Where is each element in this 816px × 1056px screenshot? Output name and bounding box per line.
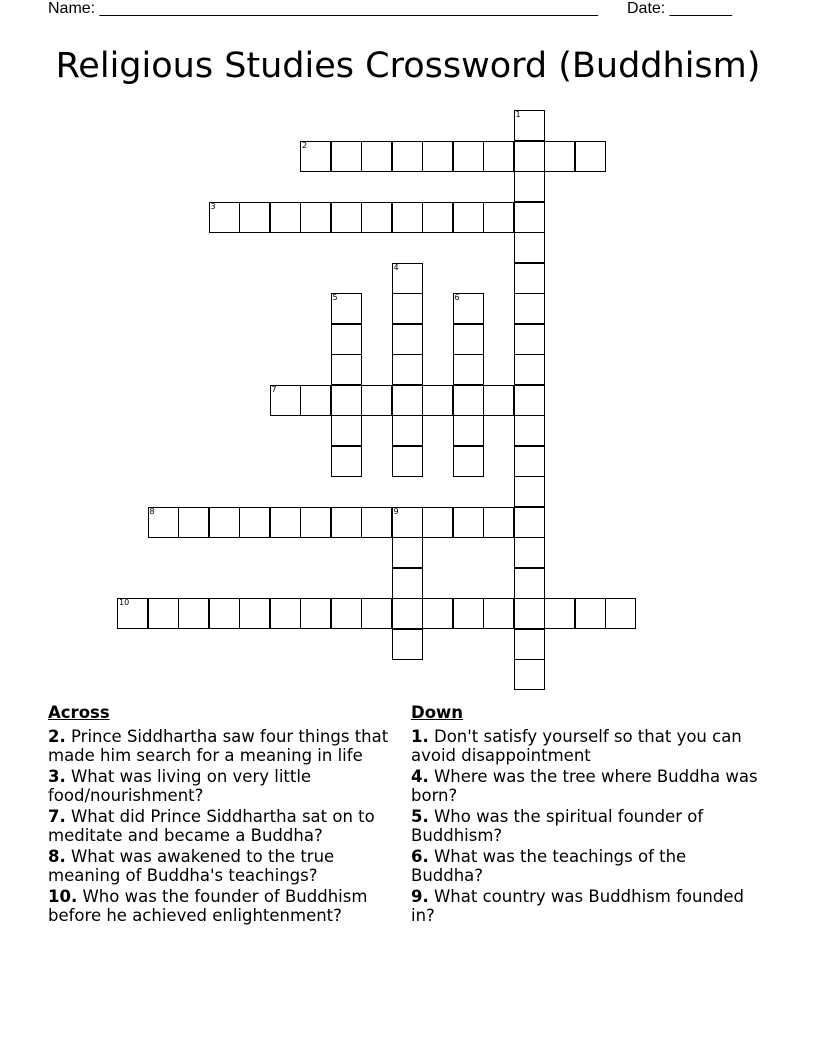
crossword-cell[interactable] [514, 293, 545, 324]
crossword-cell[interactable] [392, 324, 423, 355]
date-field-label: Date: _______ [627, 0, 732, 17]
crossword-cell[interactable] [300, 598, 331, 629]
clue-item [48, 887, 398, 926]
crossword-cell[interactable] [514, 476, 545, 507]
crossword-cell[interactable] [331, 598, 362, 629]
crossword-cell[interactable] [361, 202, 392, 233]
crossword-cell[interactable] [392, 202, 423, 233]
across-clues [48, 703, 398, 926]
clue-item-text: What was the teachings of the Buddha? [411, 846, 687, 885]
crossword-cell[interactable] [209, 598, 240, 629]
down-heading: Down [411, 703, 464, 722]
clue-item-text: What country was Buddhism founded in? [411, 886, 744, 925]
crossword-cell[interactable] [453, 598, 484, 629]
clue-item-text: Where was the tree where Buddha was born? [411, 766, 758, 805]
crossword-cell[interactable] [514, 263, 545, 294]
crossword-cell[interactable] [331, 202, 362, 233]
crossword-cell[interactable] [514, 568, 545, 599]
crossword-cell[interactable] [514, 598, 545, 629]
name-field-label: Name: ________________________________________________________ [48, 0, 598, 17]
clue-item-number: 4. [411, 766, 429, 786]
crossword-cell[interactable] [270, 202, 301, 233]
crossword-cell[interactable] [361, 507, 392, 538]
crossword-cell[interactable] [392, 537, 423, 568]
crossword-cell[interactable] [361, 598, 392, 629]
crossword-cell[interactable] [453, 293, 484, 324]
page-title: Religious Studies Crossword (Buddhism) [55, 46, 761, 86]
crossword-cell[interactable] [148, 598, 179, 629]
clue-item-text: What was awakened to the true meaning of Buddha's teachings? [48, 846, 335, 885]
crossword-cell[interactable] [453, 141, 484, 172]
crossword-cell[interactable] [422, 141, 453, 172]
clue-number: 8 [149, 506, 155, 516]
crossword-cell[interactable] [453, 202, 484, 233]
clue-number: 3 [210, 201, 216, 211]
crossword-cell[interactable] [331, 293, 362, 324]
crossword-cell[interactable] [514, 141, 545, 172]
crossword-cell[interactable] [483, 141, 514, 172]
crossword-cell[interactable] [331, 141, 362, 172]
crossword-cell[interactable] [239, 202, 270, 233]
crossword-cell[interactable] [514, 324, 545, 355]
crossword-cell[interactable] [239, 598, 270, 629]
clue-item-text: Prince Siddhartha saw four things that made him search for a meaning in life [48, 726, 389, 765]
clue-item-number: 5. [411, 806, 429, 826]
clue-item-number: 2. [48, 726, 66, 746]
crossword-cell[interactable] [239, 507, 270, 538]
crossword-cell[interactable] [453, 324, 484, 355]
crossword-cell[interactable] [270, 598, 301, 629]
clue-item [48, 847, 398, 886]
clue-item [411, 807, 761, 846]
clue-item-number: 6. [411, 846, 429, 866]
crossword-cell[interactable] [575, 141, 606, 172]
crossword-cell[interactable] [331, 385, 362, 416]
crossword-cell[interactable] [453, 415, 484, 446]
crossword-cell[interactable] [392, 141, 423, 172]
clue-item [411, 847, 761, 886]
clue-item [411, 767, 761, 806]
crossword-cell[interactable] [209, 202, 240, 233]
crossword-cell[interactable] [178, 598, 209, 629]
clue-item [411, 887, 761, 926]
crossword-cell[interactable] [300, 141, 331, 172]
crossword-cell[interactable] [453, 385, 484, 416]
clue-number: 9 [393, 506, 399, 516]
crossword-cell[interactable] [178, 507, 209, 538]
crossword-cell[interactable] [514, 354, 545, 385]
crossword-cell[interactable] [392, 446, 423, 477]
crossword-cell[interactable] [331, 354, 362, 385]
crossword-cell[interactable] [514, 110, 545, 141]
crossword-cell[interactable] [361, 141, 392, 172]
crossword-cell[interactable] [422, 507, 453, 538]
clue-item [411, 727, 761, 766]
crossword-cell[interactable] [422, 598, 453, 629]
crossword-cell[interactable] [209, 507, 240, 538]
crossword-cell[interactable] [392, 263, 423, 294]
crossword-cell[interactable] [422, 385, 453, 416]
clue-item-text: Who was the spiritual founder of Buddhism? [411, 806, 704, 845]
crossword-cell[interactable] [331, 446, 362, 477]
clue-item-text: What was living on very little food/nourishment? [48, 766, 312, 805]
crossword-cell[interactable] [514, 446, 545, 477]
crossword-cell[interactable] [514, 537, 545, 568]
crossword-cell[interactable] [575, 598, 606, 629]
clue-item-number: 7. [48, 806, 66, 826]
crossword-cell[interactable] [270, 385, 301, 416]
clue-item-text: Who was the founder of Buddhism before he achieved enlightenment? [48, 886, 368, 925]
crossword-cell[interactable] [453, 446, 484, 477]
crossword-cell[interactable] [605, 598, 636, 629]
crossword-cell[interactable] [483, 598, 514, 629]
crossword-cell[interactable] [483, 385, 514, 416]
crossword-cell[interactable] [300, 507, 331, 538]
clue-item-number: 8. [48, 846, 66, 866]
down-clue-list [411, 727, 761, 926]
crossword-cell[interactable] [331, 415, 362, 446]
crossword-cell[interactable] [392, 568, 423, 599]
crossword-cell[interactable] [514, 202, 545, 233]
crossword-cell[interactable] [514, 507, 545, 538]
crossword-cell[interactable] [392, 354, 423, 385]
crossword-cell[interactable] [392, 385, 423, 416]
clue-item [48, 807, 398, 846]
crossword-cell[interactable] [514, 629, 545, 660]
down-clues [411, 703, 761, 926]
clue-item-number: 9. [411, 886, 429, 906]
clue-item-number: 1. [411, 726, 429, 746]
crossword-cell[interactable] [453, 507, 484, 538]
clue-number: 5 [332, 293, 338, 302]
crossword-cell[interactable] [544, 141, 575, 172]
crossword-cell[interactable] [514, 415, 545, 446]
clue-number: 7 [271, 384, 277, 394]
crossword-cell[interactable] [483, 507, 514, 538]
crossword-cell[interactable] [544, 598, 575, 629]
crossword-cell[interactable] [392, 629, 423, 660]
crossword-cell[interactable] [392, 415, 423, 446]
crossword-cell[interactable] [148, 507, 179, 538]
crossword-cell[interactable] [361, 385, 392, 416]
clue-item-text: What did Prince Siddhartha sat on to meditate and became a Buddha? [48, 806, 375, 845]
crossword-cell[interactable] [270, 507, 301, 538]
crossword-cell[interactable] [514, 232, 545, 263]
clue-item [48, 727, 398, 766]
across-heading: Across [48, 703, 110, 722]
crossword-cell[interactable] [422, 202, 453, 233]
crossword-cell[interactable] [483, 202, 514, 233]
crossword-cell[interactable] [117, 598, 148, 629]
clue-number: 10 [119, 598, 130, 607]
crossword-cell[interactable] [392, 507, 423, 538]
crossword-cell[interactable] [331, 324, 362, 355]
crossword-cell[interactable] [300, 202, 331, 233]
crossword-cell[interactable] [514, 659, 545, 690]
clue-number: 6 [454, 293, 460, 302]
clue-item-number: 10. [48, 886, 78, 906]
clue-number: 4 [393, 262, 399, 272]
clue-item-number: 3. [48, 766, 66, 786]
crossword-cell[interactable] [392, 598, 423, 629]
clue-number: 2 [302, 140, 308, 150]
crossword-cell[interactable] [331, 507, 362, 538]
clue-item-text: Don't satisfy yourself so that you can avoid disappointment [411, 726, 742, 765]
crossword-cell[interactable] [392, 293, 423, 324]
crossword-cell[interactable] [514, 171, 545, 202]
crossword-cell[interactable] [453, 354, 484, 385]
clue-item [48, 767, 398, 806]
crossword-cell[interactable] [300, 385, 331, 416]
clue-number: 1 [515, 110, 521, 119]
across-clue-list [48, 727, 398, 926]
crossword-cell[interactable] [514, 385, 545, 416]
